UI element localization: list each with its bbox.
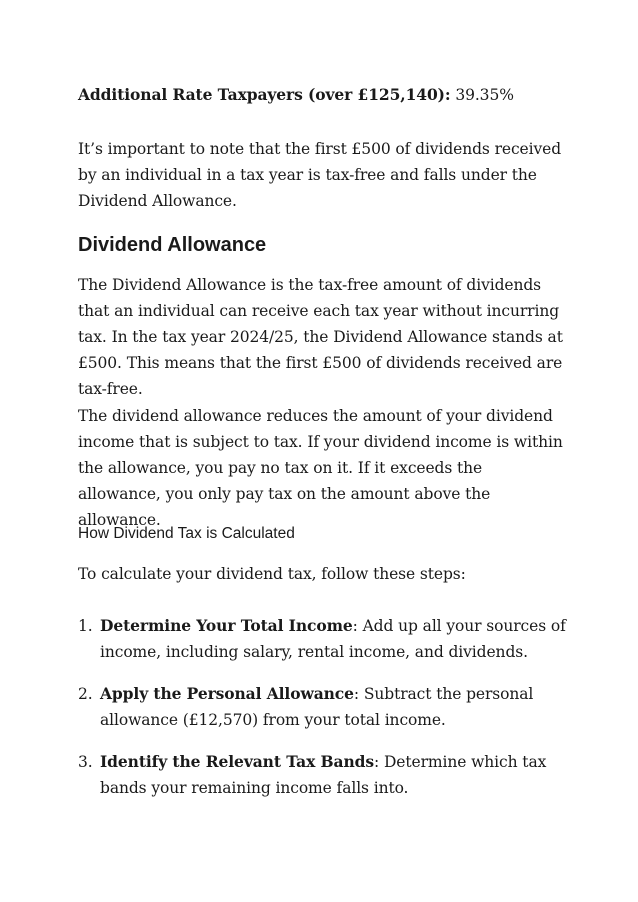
dividend-allowance-heading: Dividend Allowance — [78, 234, 267, 256]
additional-rate-value: 39.35% — [450, 86, 514, 104]
calculation-intro: To calculate your dividend tax, follow these steps: — [78, 565, 466, 583]
step-text: : Subtract the personal allowance (£12,570) from your total income. — [100, 685, 534, 729]
additional-rate-label: Additional Rate Taxpayers (over £125,140): — [78, 85, 451, 104]
list-item — [78, 749, 578, 801]
step-title: Apply the Personal Allowance — [100, 684, 354, 703]
step-title: Identify the Relevant Tax Bands — [100, 752, 375, 771]
calculation-heading: How Dividend Tax is Calculated — [78, 525, 295, 542]
step-number: 1. — [78, 617, 93, 635]
step-number: 3. — [78, 753, 93, 771]
dividend-allowance-paragraph-2: The dividend allowance reduces the amount of your dividend income that is subject to tax. If your dividend income is within the allowance, you pay no tax on it. If it exceeds the allowance, you only pay tax on the amount above the allowance. — [78, 407, 563, 529]
dividend-allowance-paragraph-1: The Dividend Allowance is the tax-free amount of dividends that an individual can receive each tax year without incurring tax. In the tax year 2024/25, the Dividend Allowance stands at £500. This means that the first £500 of dividends received are tax-free. — [78, 276, 563, 398]
step-text: : Add up all your sources of income, including salary, rental income, and dividends. — [100, 617, 566, 661]
step-title: Determine Your Total Income — [100, 616, 353, 635]
list-item — [78, 681, 578, 733]
step-text: : Determine which tax bands your remaining income falls into. — [100, 753, 547, 797]
intro-paragraph: It’s important to note that the first £500 of dividends received by an individual in a tax year is tax-free and falls under the Dividend Allowance. — [78, 140, 562, 210]
list-item — [78, 613, 578, 665]
additional-rate-line — [78, 82, 514, 108]
calculation-steps-list — [78, 613, 578, 817]
step-number: 2. — [78, 685, 93, 703]
